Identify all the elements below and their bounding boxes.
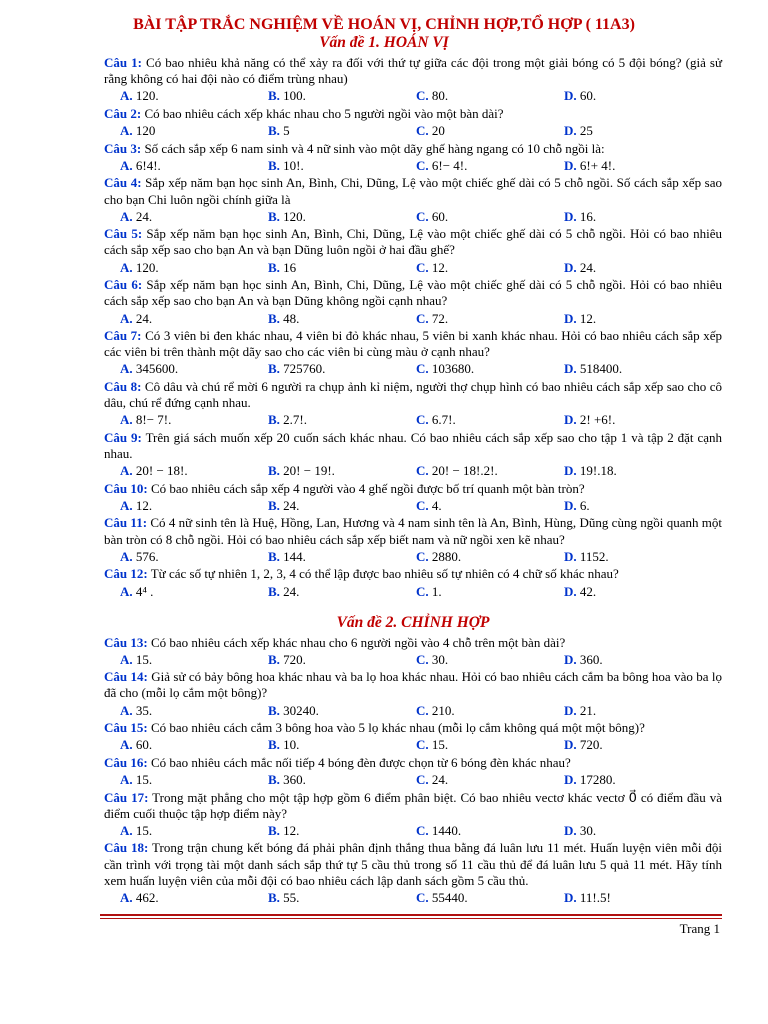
option-label: D. xyxy=(564,310,577,326)
answer-option xyxy=(252,123,400,139)
option-value: 16. xyxy=(579,208,597,224)
option-value: 1440. xyxy=(431,822,462,838)
option-value: 12. xyxy=(431,259,449,275)
question-text: Trong mặt phẳng cho một tập hợp gồm 6 điểm phân biệt. Có bao nhiêu vectơ khác vectơ 0⃗ có điểm đầu và điểm cuối thuộc tập hợp điểm này? xyxy=(104,789,723,821)
answer-option xyxy=(400,584,548,600)
option-value: 120. xyxy=(135,88,159,104)
answer-option xyxy=(548,703,696,719)
option-label: D. xyxy=(564,822,577,838)
option-label: B. xyxy=(268,412,280,428)
option-label: B. xyxy=(268,890,280,906)
answer-option xyxy=(548,311,696,327)
answer-option xyxy=(548,412,696,428)
option-label: C. xyxy=(416,822,429,838)
answer-option xyxy=(400,703,548,719)
option-value: 24. xyxy=(579,259,597,275)
answer-option xyxy=(104,737,252,753)
answer-option xyxy=(548,890,696,906)
option-value: 100. xyxy=(283,88,306,104)
option-label: B. xyxy=(268,822,280,838)
option-label: C. xyxy=(416,737,429,753)
answer-option xyxy=(104,890,252,906)
answer-options xyxy=(104,260,722,276)
option-label: A. xyxy=(120,497,133,513)
answer-option xyxy=(400,311,548,327)
answer-option xyxy=(548,737,696,753)
option-label: D. xyxy=(564,259,577,275)
option-value: 360. xyxy=(579,651,603,667)
option-value: 60. xyxy=(135,737,153,753)
option-value: 20! − 19!. xyxy=(283,463,335,479)
answer-option xyxy=(104,311,252,327)
option-label: B. xyxy=(268,361,280,377)
option-label: D. xyxy=(564,772,577,788)
question xyxy=(104,277,722,309)
option-value: 24. xyxy=(283,497,300,513)
answer-option xyxy=(400,361,548,377)
answer-options xyxy=(104,498,722,514)
option-label: C. xyxy=(416,208,429,224)
answer-option xyxy=(400,772,548,788)
question xyxy=(104,566,722,582)
option-value: 30240. xyxy=(283,702,319,718)
option-value: 60. xyxy=(579,88,597,104)
option-label: D. xyxy=(564,497,577,513)
answer-option xyxy=(104,209,252,225)
answer-options xyxy=(104,88,722,104)
answer-option xyxy=(252,772,400,788)
option-value: 6.7!. xyxy=(431,412,456,428)
option-label: C. xyxy=(416,772,429,788)
answer-option xyxy=(400,737,548,753)
question xyxy=(104,430,722,462)
question xyxy=(104,379,722,411)
option-label: B. xyxy=(268,737,280,753)
option-value: 25 xyxy=(579,123,593,139)
option-value: 48. xyxy=(283,310,300,326)
question-text: Trong trận chung kết bóng đá phải phân định thắng thua bằng đá luân lưu 11 mét. Huấn luyện viên mỗi đội cần trình với trọng tài một danh sách sắp thứ tự 5 cầu thủ trong số 11 cầu thủ để đá luân lưu 5 quả 11 mét. Hãy tính xem huấn luyện viên của mỗi đội có bao nhiêu cách lập danh sách gồm 5 cầu thủ. xyxy=(104,840,723,888)
question xyxy=(104,669,722,701)
answer-options xyxy=(104,311,722,327)
option-value: 2.7!. xyxy=(283,412,308,428)
option-label: B. xyxy=(268,583,280,599)
answer-option xyxy=(252,88,400,104)
option-label: A. xyxy=(120,890,133,906)
question-text: Có bao nhiêu cách cắm 3 bông hoa vào 5 lọ khác nhau (mỗi lọ cắm không quá một một bông)? xyxy=(150,720,645,736)
question xyxy=(104,481,722,497)
option-label: C. xyxy=(416,88,429,104)
answer-option xyxy=(548,652,696,668)
option-label: A. xyxy=(120,822,133,838)
option-label: D. xyxy=(564,361,577,377)
option-value: 103680. xyxy=(431,361,475,377)
option-label: A. xyxy=(120,548,133,564)
option-value: 576. xyxy=(135,548,159,564)
option-value: 462. xyxy=(135,890,159,906)
option-value: 210. xyxy=(431,702,455,718)
answer-options xyxy=(104,158,722,174)
option-value: 4⁴ . xyxy=(135,583,154,599)
answer-options xyxy=(104,463,722,479)
answer-option xyxy=(104,584,252,600)
answer-option xyxy=(252,549,400,565)
answer-option xyxy=(548,260,696,276)
answer-option xyxy=(252,260,400,276)
section-heading-permutation: Vấn đề 1. HOÁN VỊ xyxy=(319,34,449,51)
option-label: D. xyxy=(564,208,577,224)
option-value: 6!+ 4!. xyxy=(579,157,616,173)
option-value: 42. xyxy=(579,583,597,599)
answer-option xyxy=(400,890,548,906)
answer-option xyxy=(548,823,696,839)
question-number: Câu 6: xyxy=(104,277,143,293)
answer-option xyxy=(104,260,252,276)
option-value: 60. xyxy=(431,208,449,224)
answer-option xyxy=(252,584,400,600)
question-text: Có bao nhiêu cách xếp khác nhau cho 6 người ngồi vào 4 chỗ trên một bàn dài? xyxy=(150,634,566,650)
option-label: C. xyxy=(416,651,429,667)
question-text: Số cách sắp xếp 6 nam sinh và 4 nữ sinh vào một dãy ghế hàng ngang có 10 chỗ ngồi là: xyxy=(144,140,605,156)
option-value: 6. xyxy=(579,497,590,513)
question xyxy=(104,328,722,360)
option-value: 20 xyxy=(431,123,445,139)
answer-option xyxy=(252,311,400,327)
answer-option xyxy=(252,737,400,753)
option-value: 16 xyxy=(283,259,297,275)
option-value: 24. xyxy=(283,583,300,599)
option-value: 6!4!. xyxy=(135,157,161,173)
option-label: B. xyxy=(268,259,280,275)
option-label: C. xyxy=(416,123,429,139)
answer-option xyxy=(104,361,252,377)
question-number: Câu 1: xyxy=(104,55,142,70)
question xyxy=(104,515,722,547)
question-text: Sắp xếp năm bạn học sinh An, Bình, Chi, Dũng, Lệ vào một chiếc ghế dài có 5 chỗ ngồi. Số cách sắp xếp sao cho bạn Chi luôn ngồi chính giữa là xyxy=(104,175,722,207)
answer-option xyxy=(104,549,252,565)
question-number: Câu 10: xyxy=(104,480,148,496)
answer-option xyxy=(400,158,548,174)
question-number: Câu 5: xyxy=(104,226,143,242)
option-value: 20! − 18!. xyxy=(135,463,188,479)
option-value: 19!.18. xyxy=(579,463,617,479)
question-text: Có bao nhiêu cách mắc nối tiếp 4 bóng đèn được chọn từ 6 bóng đèn khác nhau? xyxy=(150,754,571,770)
option-value: 5 xyxy=(283,123,290,139)
option-label: B. xyxy=(268,208,280,224)
answer-option xyxy=(252,703,400,719)
answer-option xyxy=(400,652,548,668)
option-label: B. xyxy=(268,463,280,479)
option-label: A. xyxy=(120,88,133,104)
answer-options xyxy=(104,890,722,906)
question-number: Câu 13: xyxy=(104,634,148,650)
option-value: 35. xyxy=(135,702,153,718)
option-value: 120. xyxy=(135,259,159,275)
option-label: D. xyxy=(564,737,577,753)
option-value: 360. xyxy=(283,772,306,788)
answer-option xyxy=(400,463,548,479)
page-number: Trang 1 xyxy=(679,921,720,936)
option-label: C. xyxy=(416,157,429,173)
answer-option xyxy=(104,123,252,139)
option-value: 24. xyxy=(431,772,449,788)
answer-option xyxy=(104,703,252,719)
option-value: 11!.5! xyxy=(579,890,611,906)
question-text: Có 3 viên bi đen khác nhau, 4 viên bi đỏ khác nhau, 5 viên bi xanh khác nhau. Hỏi có bao nhiêu cách sắp xếp các viên bi trên thành một dãy sao cho các viên bi cùng màu ở cạnh nhau? xyxy=(104,328,723,360)
question-text: Cô dâu và chú rể mời 6 người ra chụp ảnh kỉ niệm, người thợ chụp hình có bao nhiêu cách sắp xếp sao cho cô dâu, chú rể đứng cạnh nhau. xyxy=(104,378,723,411)
option-value: 15. xyxy=(431,737,449,753)
option-value: 720. xyxy=(283,651,306,667)
question-number: Câu 2: xyxy=(104,105,142,121)
answer-option xyxy=(400,412,548,428)
option-value: 20! − 18!.2!. xyxy=(431,463,498,479)
option-label: A. xyxy=(120,702,133,718)
answer-option xyxy=(400,823,548,839)
option-value: 55. xyxy=(283,890,300,906)
question xyxy=(104,55,722,87)
option-label: A. xyxy=(120,361,133,377)
question-block-permutation xyxy=(104,55,722,600)
answer-option xyxy=(400,260,548,276)
option-value: 725760. xyxy=(283,361,326,377)
answer-option xyxy=(548,584,696,600)
option-label: B. xyxy=(268,157,280,173)
section-heading-arrangement: Vấn đề 2. CHỈNH HỢP xyxy=(336,613,490,631)
document-title: BÀI TẬP TRẮC NGHIỆM VỀ HOÁN VỊ, CHỈNH HỢP,TỔ HỢP ( 11A3) xyxy=(133,16,635,33)
answer-option xyxy=(252,498,400,514)
answer-options xyxy=(104,412,722,428)
option-value: 12. xyxy=(579,310,597,326)
option-value: 720. xyxy=(579,737,603,753)
answer-option xyxy=(252,463,400,479)
option-value: 345600. xyxy=(135,361,179,377)
answer-option xyxy=(548,209,696,225)
option-value: 120 xyxy=(135,123,156,139)
option-label: C. xyxy=(416,702,429,718)
question-text: Có bao nhiêu khả năng có thể xảy ra đối với thứ tự giữa các đội trong một giải bóng có 5 đội bóng? (giả sử rằng không có hai đội nào có điểm trùng nhau) xyxy=(104,55,722,87)
answer-option xyxy=(252,412,400,428)
option-label: A. xyxy=(120,123,133,139)
option-label: D. xyxy=(564,123,577,139)
option-label: C. xyxy=(416,548,429,564)
option-label: B. xyxy=(268,548,280,564)
option-value: 10!. xyxy=(283,157,304,173)
answer-option xyxy=(104,498,252,514)
answer-option xyxy=(548,772,696,788)
option-value: 8!− 7!. xyxy=(135,412,172,428)
option-value: 30. xyxy=(579,822,597,838)
option-label: D. xyxy=(564,412,577,428)
option-value: 12. xyxy=(283,822,300,838)
answer-option xyxy=(548,463,696,479)
question-number: Câu 11: xyxy=(104,515,148,531)
option-label: D. xyxy=(564,890,577,906)
answer-option xyxy=(252,890,400,906)
option-value: 2880. xyxy=(431,548,462,564)
question xyxy=(104,840,722,889)
answer-option xyxy=(252,158,400,174)
option-label: B. xyxy=(268,123,280,139)
option-value: 24. xyxy=(135,310,153,326)
question xyxy=(104,790,722,822)
option-label: A. xyxy=(120,737,133,753)
option-value: 144. xyxy=(283,548,306,564)
question-number: Câu 16: xyxy=(104,754,148,770)
answer-option xyxy=(104,772,252,788)
option-label: A. xyxy=(120,583,133,599)
footer-rule xyxy=(100,914,722,916)
option-value: 80. xyxy=(431,88,449,104)
answer-option xyxy=(548,158,696,174)
option-value: 1152. xyxy=(579,548,609,564)
option-label: A. xyxy=(120,463,133,479)
option-value: 17280. xyxy=(579,772,616,788)
answer-option xyxy=(104,463,252,479)
answer-options xyxy=(104,123,722,139)
question xyxy=(104,635,722,651)
question-text: Có bao nhiêu cách sắp xếp 4 người vào 4 ghế ngồi được bố trí quanh một bàn tròn? xyxy=(150,480,585,496)
option-label: C. xyxy=(416,890,429,906)
option-label: C. xyxy=(416,310,429,326)
question xyxy=(104,720,722,736)
question-number: Câu 4: xyxy=(104,175,142,191)
option-label: D. xyxy=(564,88,577,104)
question-block-arrangement xyxy=(104,635,722,907)
option-label: C. xyxy=(416,259,429,275)
option-value: 15. xyxy=(135,651,153,667)
answer-option xyxy=(104,88,252,104)
question-number: Câu 3: xyxy=(104,140,142,156)
question-text: Sắp xếp năm bạn học sinh An, Bình, Chi, Dũng, Lệ vào một chiếc ghế dài có 5 chỗ ngồi. Hỏi có bao nhiêu cách sắp xếp sao cho bạn An và bạn Dũng không ngồi cạnh nhau? xyxy=(104,277,723,309)
option-label: A. xyxy=(120,651,133,667)
question xyxy=(104,106,722,122)
content xyxy=(104,55,722,908)
question xyxy=(104,175,722,207)
question-text: Có 4 nữ sinh tên là Huệ, Hồng, Lan, Hương và 4 nam sinh tên là An, Bình, Hùng, Dũng cùng ngồi quanh một bàn tròn có 8 chỗ ngồi. Hỏi có bao nhiêu cách sắp xếp biết nam và nữ ngồi xen kẽ nhau? xyxy=(104,515,723,547)
question-number: Câu 14: xyxy=(104,669,148,685)
option-label: D. xyxy=(564,702,577,718)
option-label: D. xyxy=(564,548,577,564)
option-label: D. xyxy=(564,651,577,667)
option-value: 15. xyxy=(135,822,153,838)
option-label: B. xyxy=(268,497,280,513)
question-number: Câu 7: xyxy=(104,328,142,344)
question-number: Câu 8: xyxy=(104,378,142,394)
option-label: A. xyxy=(120,157,133,173)
option-value: 12. xyxy=(135,497,153,513)
answer-options xyxy=(104,549,722,565)
option-value: 1. xyxy=(431,583,442,599)
option-label: C. xyxy=(416,361,429,377)
option-label: B. xyxy=(268,772,280,788)
answer-option xyxy=(400,123,548,139)
answer-option xyxy=(104,652,252,668)
answer-option xyxy=(548,88,696,104)
option-value: 24. xyxy=(135,208,153,224)
answer-option xyxy=(400,88,548,104)
option-label: C. xyxy=(416,583,429,599)
question-number: Câu 9: xyxy=(104,429,142,445)
answer-options xyxy=(104,772,722,788)
question-number: Câu 15: xyxy=(104,720,148,736)
option-value: 4. xyxy=(431,497,442,513)
question-text: Trên giá sách muốn xếp 20 cuốn sách khác nhau. Có bao nhiêu cách sắp xếp sao cho tập 1 và tập 2 đặt cạnh nhau. xyxy=(104,429,722,462)
option-value: 120. xyxy=(283,208,306,224)
option-value: 6!− 4!. xyxy=(431,157,468,173)
answer-option xyxy=(252,209,400,225)
option-value: 30. xyxy=(431,651,449,667)
option-label: D. xyxy=(564,583,577,599)
question-text: Có bao nhiêu cách xếp khác nhau cho 5 người ngồi vào một bàn dài? xyxy=(144,105,504,121)
option-value: 55440. xyxy=(431,890,468,906)
question xyxy=(104,141,722,157)
answer-option xyxy=(252,652,400,668)
option-value: 21. xyxy=(579,702,597,718)
answer-options xyxy=(104,823,722,839)
option-label: B. xyxy=(268,310,280,326)
answer-option xyxy=(252,361,400,377)
answer-option xyxy=(400,209,548,225)
question-text: Sắp xếp năm bạn học sinh An, Bình, Chi, Dũng, Lệ vào một chiếc ghế dài có 5 chỗ ngồi. Hỏi có bao nhiêu cách sắp xếp sao cho bạn An và bạn Dũng luôn ngồi ở hai đầu ghế? xyxy=(104,226,723,258)
option-label: A. xyxy=(120,310,133,326)
option-label: A. xyxy=(120,412,133,428)
answer-option xyxy=(252,823,400,839)
option-label: C. xyxy=(416,412,429,428)
answer-options xyxy=(104,361,722,377)
answer-options xyxy=(104,652,722,668)
answer-option xyxy=(548,123,696,139)
answer-option xyxy=(400,549,548,565)
option-value: 10. xyxy=(283,737,300,753)
option-label: C. xyxy=(416,463,429,479)
option-label: D. xyxy=(564,157,577,173)
answer-options xyxy=(104,703,722,719)
option-label: A. xyxy=(120,772,133,788)
question-number: Câu 12: xyxy=(104,566,148,582)
option-label: B. xyxy=(268,651,280,667)
option-label: B. xyxy=(268,88,280,104)
answer-option xyxy=(548,549,696,565)
option-value: 2! +6!. xyxy=(579,412,616,428)
footer-rule-thin xyxy=(100,918,722,919)
option-label: D. xyxy=(564,463,577,479)
option-value: 72. xyxy=(431,310,449,326)
answer-option xyxy=(400,498,548,514)
answer-options xyxy=(104,584,722,600)
question-text: Từ các số tự nhiên 1, 2, 3, 4 có thể lập được bao nhiêu số tự nhiên có 4 chữ số khác nhau? xyxy=(150,566,619,582)
option-label: A. xyxy=(120,259,133,275)
answer-option xyxy=(104,158,252,174)
question-number: Câu 18: xyxy=(104,840,149,856)
question xyxy=(104,755,722,771)
option-value: 15. xyxy=(135,772,153,788)
question-text: Giả sử có bảy bông hoa khác nhau và ba lọ hoa khác nhau. Hỏi có bao nhiêu cách cắm ba bông hoa vào ba lọ đã cho (mỗi lọ cắm một bông)? xyxy=(104,669,722,701)
answer-options xyxy=(104,737,722,753)
answer-option xyxy=(104,412,252,428)
option-label: A. xyxy=(120,208,133,224)
answer-options xyxy=(104,209,722,225)
option-label: B. xyxy=(268,702,280,718)
question xyxy=(104,226,722,258)
option-value: 518400. xyxy=(579,361,623,377)
question-number: Câu 17: xyxy=(104,789,149,805)
answer-option xyxy=(548,361,696,377)
answer-option xyxy=(548,498,696,514)
option-label: C. xyxy=(416,497,429,513)
answer-option xyxy=(104,823,252,839)
